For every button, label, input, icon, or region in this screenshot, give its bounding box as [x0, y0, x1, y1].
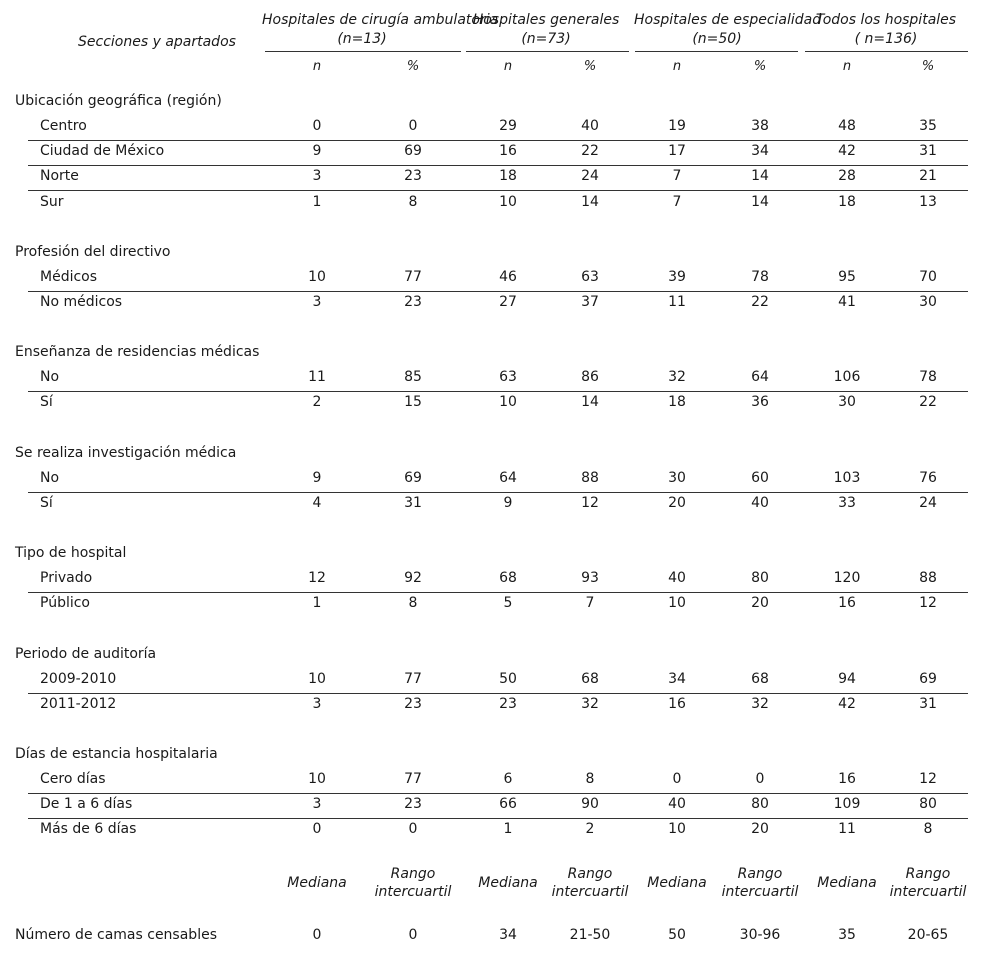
table-cell: 77 — [404, 671, 422, 687]
table-cell: 20 — [668, 495, 686, 512]
group-underline — [805, 51, 968, 52]
table-cell: 12 — [919, 595, 937, 612]
row-label: Centro — [40, 118, 87, 134]
table-cell: 40 — [581, 118, 599, 134]
table-cell: 10 — [499, 193, 517, 210]
table-cell: 69 — [404, 470, 422, 486]
table-cell: 27 — [499, 294, 517, 311]
table-cell: 3 — [312, 294, 322, 311]
subheader-pct: % — [753, 59, 767, 74]
table-cell: 63 — [581, 269, 599, 285]
table-cell: 18 — [668, 394, 686, 411]
beds-cell: 20-65 — [907, 927, 949, 943]
median-header: Mediana — [647, 875, 707, 891]
table-cell: 7 — [672, 193, 682, 210]
row-label: Público — [40, 595, 90, 612]
table-cell: 31 — [404, 495, 422, 512]
row-separator — [28, 140, 968, 141]
table-cell: 76 — [919, 470, 937, 486]
table-cell: 94 — [838, 671, 856, 687]
table-cell: 120 — [833, 570, 861, 586]
table-cell: 3 — [312, 696, 322, 713]
group-underline — [265, 51, 461, 52]
table-cell: 0 — [408, 118, 418, 134]
iqr-header-line2: intercuartil — [374, 884, 452, 900]
table-cell: 31 — [919, 696, 937, 713]
table-cell: 8 — [408, 595, 418, 612]
row-separator — [28, 492, 968, 493]
group-name: Hospitales de cirugía ambulatoria — [262, 12, 499, 28]
row-separator — [28, 190, 968, 191]
group-n: (n=73) — [521, 31, 571, 47]
table-cell: 86 — [581, 369, 599, 385]
table-cell: 88 — [919, 570, 937, 586]
row-label: Norte — [40, 168, 79, 185]
table-cell: 16 — [838, 595, 856, 612]
table-cell: 78 — [919, 369, 937, 385]
row-separator — [28, 291, 968, 292]
table-cell: 39 — [668, 269, 686, 285]
table-cell: 31 — [919, 143, 937, 160]
table-cell: 66 — [499, 796, 517, 813]
table-cell: 10 — [308, 771, 326, 787]
table-cell: 92 — [404, 570, 422, 586]
table-cell: 21 — [919, 168, 937, 185]
table-cell: 40 — [668, 570, 686, 586]
table-cell: 0 — [755, 771, 765, 787]
table-cell: 8 — [923, 821, 933, 838]
table-cell: 103 — [833, 470, 861, 486]
table-cell: 34 — [751, 143, 769, 160]
table-cell: 38 — [751, 118, 769, 134]
table-cell: 64 — [499, 470, 517, 486]
table-cell: 23 — [404, 796, 422, 813]
beds-cell: 35 — [838, 927, 856, 943]
table-cell: 85 — [404, 369, 422, 385]
table-cell: 11 — [668, 294, 686, 311]
section-title: Se realiza investigación médica — [15, 445, 237, 461]
table-cell: 10 — [668, 821, 686, 838]
table-cell: 90 — [581, 796, 599, 813]
table-cell: 0 — [672, 771, 682, 787]
table-cell: 12 — [919, 771, 937, 787]
group-name: Todos los hospitales — [815, 12, 957, 28]
table-cell: 16 — [838, 771, 856, 787]
row-label: Más de 6 días — [40, 821, 137, 838]
table-cell: 42 — [838, 696, 856, 713]
table-cell: 63 — [499, 369, 517, 385]
row-label: De 1 a 6 días — [40, 796, 133, 813]
table-cell: 11 — [838, 821, 856, 838]
table-cell: 50 — [499, 671, 517, 687]
section-title: Profesión del directivo — [15, 244, 171, 260]
table-cell: 69 — [404, 143, 422, 160]
subheader-n: n — [672, 59, 682, 74]
table-cell: 14 — [581, 394, 599, 411]
table-cell: 4 — [312, 495, 322, 512]
table-cell: 28 — [838, 168, 856, 185]
row-separator — [28, 793, 968, 794]
group-header-ambulatory — [262, 11, 499, 49]
table-cell: 10 — [499, 394, 517, 411]
table-cell: 12 — [581, 495, 599, 512]
iqr-header-line1: Rango — [737, 866, 783, 882]
subheader-pct: % — [583, 59, 597, 74]
table-cell: 10 — [308, 671, 326, 687]
table-cell: 80 — [751, 570, 769, 586]
subheader-n: n — [842, 59, 852, 74]
row-label: Sur — [40, 193, 64, 210]
table-cell: 42 — [838, 143, 856, 160]
table-cell: 35 — [919, 118, 937, 134]
group-name: Hospitales de especialidad — [634, 12, 822, 28]
table-cell: 23 — [499, 696, 517, 713]
table-cell: 9 — [503, 495, 513, 512]
group-n: (n=50) — [692, 31, 742, 47]
table-cell: 36 — [751, 394, 769, 411]
row-label: Privado — [40, 570, 93, 586]
beds-cell: 30-96 — [739, 927, 781, 943]
table-cell: 32 — [751, 696, 769, 713]
table-cell: 37 — [581, 294, 599, 311]
beds-cell: 50 — [668, 927, 686, 943]
table-cell: 14 — [751, 168, 769, 185]
table-cell: 46 — [499, 269, 517, 285]
median-header: Mediana — [287, 875, 347, 891]
table-cell: 1 — [312, 595, 322, 612]
row-label: 2011-2012 — [40, 696, 117, 713]
table-cell: 64 — [751, 369, 769, 385]
row-separator — [28, 693, 968, 694]
table-cell: 7 — [585, 595, 595, 612]
group-n: (n=13) — [337, 31, 387, 47]
table-cell: 23 — [404, 168, 422, 185]
row-separator — [28, 818, 968, 819]
table-cell: 14 — [751, 193, 769, 210]
table-cell: 16 — [668, 696, 686, 713]
table-cell: 109 — [833, 796, 861, 813]
table-cell: 68 — [581, 671, 599, 687]
beds-label: Número de camas censables — [15, 927, 217, 943]
table-cell: 30 — [838, 394, 856, 411]
iqr-header-line2: intercuartil — [889, 884, 967, 900]
table-cell: 40 — [668, 796, 686, 813]
table-cell: 5 — [503, 595, 513, 612]
table-cell: 11 — [308, 369, 326, 385]
table-cell: 15 — [404, 394, 422, 411]
table-cell: 20 — [751, 595, 769, 612]
table-cell: 0 — [312, 821, 322, 838]
subheader-n: n — [503, 59, 513, 74]
table-cell: 80 — [751, 796, 769, 813]
table-cell: 22 — [751, 294, 769, 311]
section-title: Tipo de hospital — [15, 545, 127, 561]
table-cell: 12 — [308, 570, 326, 586]
subheader-n: n — [312, 59, 322, 74]
table-cell: 68 — [751, 671, 769, 687]
median-header: Mediana — [478, 875, 538, 891]
row-label: Ciudad de México — [40, 143, 165, 160]
table-cell: 69 — [919, 671, 937, 687]
table-cell: 106 — [833, 369, 861, 385]
table-cell: 60 — [751, 470, 769, 486]
group-n: ( n=136) — [854, 31, 918, 47]
table-cell: 80 — [919, 796, 937, 813]
table-cell: 88 — [581, 470, 599, 486]
table-cell: 3 — [312, 168, 322, 185]
row-label: Sí — [40, 495, 53, 512]
table-cell: 2 — [312, 394, 322, 411]
table-cell: 9 — [312, 143, 322, 160]
table-cell: 22 — [581, 143, 599, 160]
row-label: 2009-2010 — [40, 671, 117, 687]
table-cell: 78 — [751, 269, 769, 285]
iqr-header-line1: Rango — [390, 866, 436, 882]
iqr-header-line2: intercuartil — [721, 884, 799, 900]
table-cell: 10 — [668, 595, 686, 612]
section-title: Enseñanza de residencias médicas — [15, 344, 260, 360]
table-cell: 6 — [503, 771, 513, 787]
table-cell: 20 — [751, 821, 769, 838]
group-header-general — [466, 11, 626, 49]
table-cell: 93 — [581, 570, 599, 586]
section-title: Ubicación geográfica (región) — [15, 93, 222, 109]
table-cell: 23 — [404, 696, 422, 713]
table-cell: 13 — [919, 193, 937, 210]
group-header-specialty — [634, 11, 822, 49]
iqr-header-line1: Rango — [567, 866, 613, 882]
row-label: Sí — [40, 394, 53, 411]
group-underline — [635, 51, 798, 52]
table-cell: 68 — [499, 570, 517, 586]
table-cell: 32 — [581, 696, 599, 713]
iqr-header-line2: intercuartil — [551, 884, 629, 900]
sections-header: Secciones y apartados — [78, 34, 236, 50]
table-cell: 41 — [838, 294, 856, 311]
table-cell: 48 — [838, 118, 856, 134]
row-label: Cero días — [40, 771, 106, 787]
table-cell: 70 — [919, 269, 937, 285]
section-title: Días de estancia hospitalaria — [15, 746, 218, 762]
group-underline — [466, 51, 629, 52]
table-cell: 18 — [838, 193, 856, 210]
table-cell: 8 — [585, 771, 595, 787]
table-cell: 1 — [312, 193, 322, 210]
beds-cell: 21-50 — [569, 927, 611, 943]
section-title: Periodo de auditoría — [15, 646, 157, 662]
table-cell: 77 — [404, 269, 422, 285]
table-cell: 1 — [503, 821, 513, 838]
table-cell: 8 — [408, 193, 418, 210]
table-cell: 18 — [499, 168, 517, 185]
table-cell: 30 — [919, 294, 937, 311]
table-cell: 0 — [408, 821, 418, 838]
group-name: Hospitales generales — [472, 12, 620, 28]
table-cell: 9 — [312, 470, 322, 486]
table-cell: 30 — [668, 470, 686, 486]
row-separator — [28, 592, 968, 593]
beds-cell: 0 — [312, 927, 322, 943]
row-label: No médicos — [40, 294, 123, 311]
iqr-header-line1: Rango — [905, 866, 951, 882]
row-label: No — [40, 470, 60, 486]
table-cell: 0 — [312, 118, 322, 134]
table-cell: 40 — [751, 495, 769, 512]
table-cell: 77 — [404, 771, 422, 787]
table-cell: 24 — [919, 495, 937, 512]
table-cell: 23 — [404, 294, 422, 311]
table-cell: 17 — [668, 143, 686, 160]
beds-cell: 34 — [499, 927, 517, 943]
table-cell: 19 — [668, 118, 686, 134]
table-cell: 33 — [838, 495, 856, 512]
row-separator — [28, 391, 968, 392]
table-cell: 29 — [499, 118, 517, 134]
table-cell: 2 — [585, 821, 595, 838]
table-cell: 32 — [668, 369, 686, 385]
median-header: Mediana — [817, 875, 877, 891]
table-cell: 16 — [499, 143, 517, 160]
row-label: Médicos — [40, 269, 98, 285]
table-cell: 7 — [672, 168, 682, 185]
table-cell: 3 — [312, 796, 322, 813]
group-header-all — [805, 11, 967, 49]
table-cell: 34 — [668, 671, 686, 687]
subheader-pct: % — [406, 59, 420, 74]
subheader-pct: % — [921, 59, 935, 74]
table-cell: 95 — [838, 269, 856, 285]
table-cell: 10 — [308, 269, 326, 285]
row-label: No — [40, 369, 60, 385]
table-cell: 22 — [919, 394, 937, 411]
table-cell: 14 — [581, 193, 599, 210]
beds-cell: 0 — [408, 927, 418, 943]
table-cell: 24 — [581, 168, 599, 185]
row-separator — [28, 165, 968, 166]
